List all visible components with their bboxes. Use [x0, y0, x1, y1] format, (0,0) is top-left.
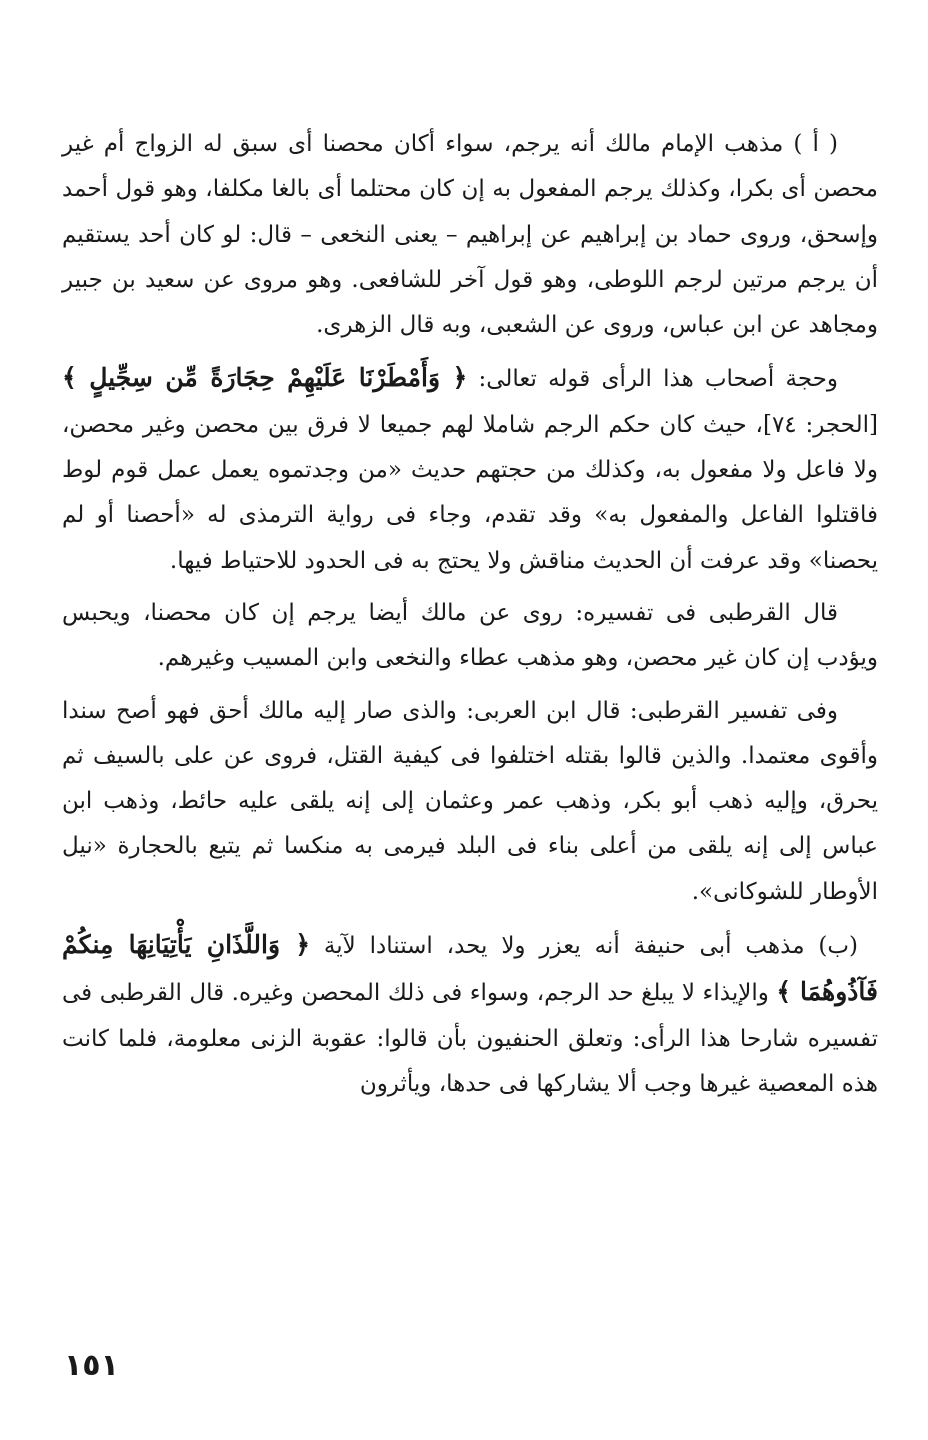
paragraph-text: ( أ ) مذهب الإمام مالك أنه يرجم، سواء أكان محصنا أى سبق له الزواج أم غير محصن أى بكرا، وكذلك يرجم المفعول به إن كان محتلما أى بالغا مكلفا، وهو قول أحمد وإسحق، وروى حماد بن إبراهيم عن إبراهيم – يعنى النخعى – قال: لو كان أحد يستقيم أن يرجم مرتين لرجم اللوطى، وهو قول آخر للشافعى. وهو مروى عن سعيد بن جبير ومجاهد عن ابن عباس، وروى عن الشعبى، وبه قال الزهرى. — [62, 131, 878, 339]
page-number: ١٥١ — [64, 1348, 119, 1383]
paragraph-qurtubi-quote — [62, 591, 878, 682]
paragraph-text: وفى تفسير القرطبى: قال ابن العربى: والذى صار إليه مالك أحق فهو أصح سندا وأقوى معتمدا. والذين قالوا بقتله اختلفوا فى كيفية القتل، فروى عن على بالسيف ثم يحرق، وإليه ذهب أبو بكر، وذهب عمر وعثمان إلى إنه يلقى عليه حائط، وذهب ابن عباس إلى إنه يلقى من أعلى بناء فى البلد فيرمى به منكسا ثم يتبع بالحجارة «نيل الأوطار للشوكانى». — [62, 697, 878, 905]
paragraph-text: والإيذاء لا يبلغ حد الرجم، وسواء فى ذلك المحصن وغيره. قال القرطبى فى تفسيره شارحا هذا الرأى: وتعلق الحنفيون بأن قالوا: عقوبة الزنى معلومة، فلما كانت هذه المعصية غيرها وجب ألا يشاركها فى حدها، ويأثرون — [62, 980, 878, 1097]
paragraph-hanafi-view — [62, 922, 878, 1107]
quran-verse: ﴿ وَأَمْطَرْنَا عَلَيْهِمْ حِجَارَةً مِّن سِجِّيلٍ ﴾ — [62, 363, 468, 393]
paragraph-text: وحجة أصحاب هذا الرأى قوله تعالى: — [467, 366, 838, 393]
paragraph-text: [الحجر: ٧٤]، حيث كان حكم الرجم شاملا لهم جميعا لا فرق بين محصن وغير محصن، ولا فاعل ولا مفعول به، وكذلك من حجتهم حديث «من وجدتموه يعمل عمل قوم لوط فاقتلوا الفاعل والمفعول به» وقد تقدم، وجاء فى رواية الترمذى له «أحصنا أو لم يحصنا» وقد عرفت أن الحديث مناقش ولا يحتج به فى الحدود للاحتياط فيها. — [62, 411, 878, 574]
paragraph-text: (ب) مذهب أبى حنيفة أنه يعزر ولا يحد، استنادا لآية — [310, 933, 858, 960]
body-text — [62, 122, 878, 1114]
paragraph-evidence — [62, 355, 878, 583]
quran-verse: ﴿ وَاللَّذَانِ يَأْتِيَانِهَا مِنكُمْ فَآذُوهُمَا ﴾ — [62, 930, 878, 1007]
paragraph-ibn-arabi-quote — [62, 689, 878, 915]
paragraph-maliki-view — [62, 122, 878, 348]
paragraph-text: قال القرطبى فى تفسيره: روى عن مالك أيضا يرجم إن كان محصنا، ويحبس ويؤدب إن كان غير محصن، وهو مذهب عطاء والنخعى وابن المسيب وغيرهم. — [62, 599, 878, 672]
